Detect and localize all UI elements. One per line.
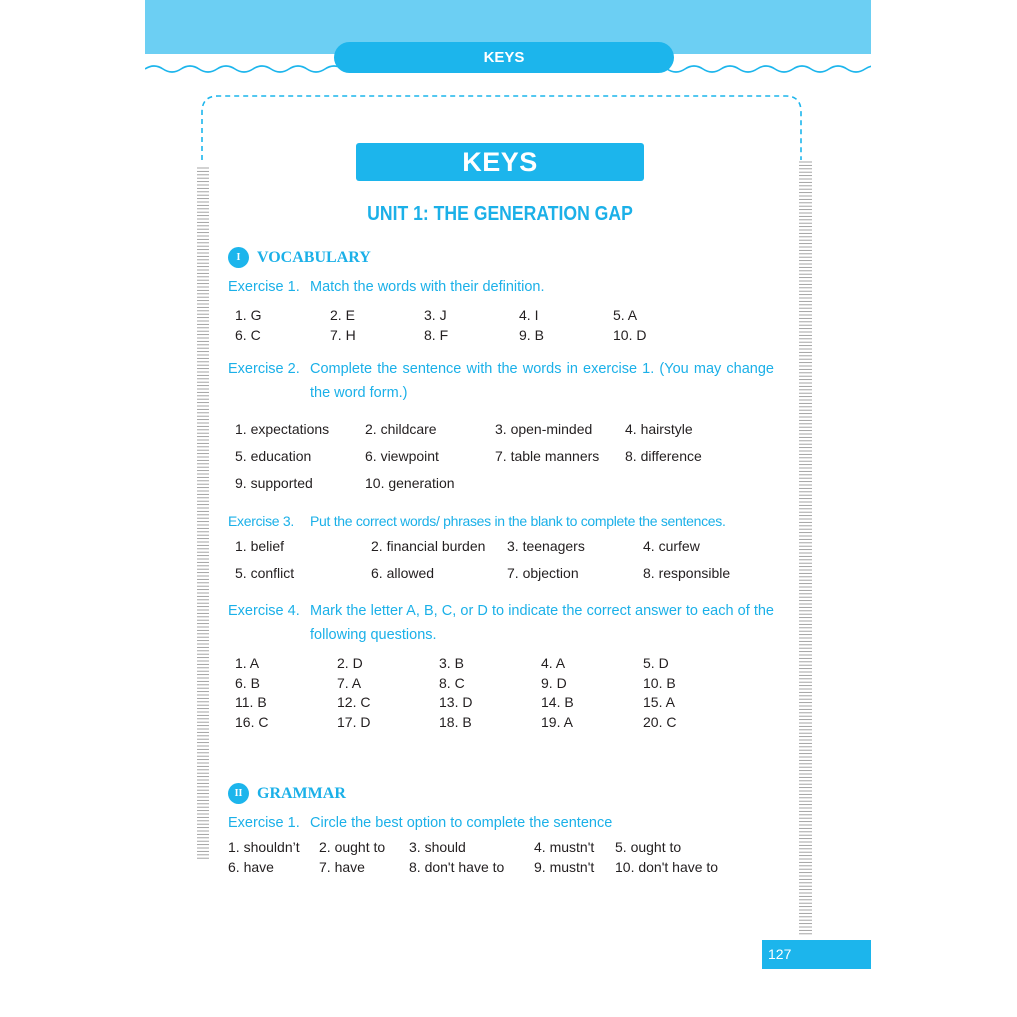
section-title: VOCABULARY	[257, 248, 371, 266]
answer-item: 16. C	[235, 714, 269, 730]
exercise-label: Exercise 3.	[228, 513, 294, 529]
answer-item: 5. A	[613, 307, 638, 323]
answer-item: 4. A	[541, 655, 566, 671]
answer-item: 4. curfew	[643, 538, 700, 554]
exercise-text: Put the correct words/ phrases in the blank to complete the sentences.	[310, 513, 726, 529]
answer-item: 6. C	[235, 327, 261, 343]
exercise-text: Circle the best option to complete the sentence	[310, 815, 613, 831]
section-number-badge: II	[228, 783, 249, 804]
answer-item: 8. C	[439, 675, 465, 691]
answer-item: 15. A	[643, 694, 675, 710]
answer-item: 20. C	[643, 714, 677, 730]
grammar-exercise-1-instruction	[228, 811, 774, 835]
section-grammar-heading	[228, 783, 346, 804]
answer-item: 4. mustn't	[534, 839, 595, 855]
answer-item: 2. E	[330, 307, 355, 323]
exercise-3-instruction	[228, 509, 774, 533]
answer-item: 17. D	[337, 714, 371, 730]
exercise-label: Exercise 1.	[228, 815, 300, 831]
section-number-badge: I	[228, 247, 249, 268]
answer-item: 3. teenagers	[507, 538, 585, 554]
answer-item: 19. A	[541, 714, 573, 730]
exercise-text: Match the words with their definition.	[310, 279, 545, 295]
answer-item: 1. G	[235, 307, 262, 323]
answer-item: 5. conflict	[235, 565, 295, 581]
page-number: 127	[762, 940, 871, 969]
answer-item: 7. table manners	[495, 448, 600, 464]
exercise-2-instruction	[228, 357, 774, 405]
answer-item: 3. J	[424, 307, 447, 323]
right-ruler	[799, 162, 812, 934]
answer-item: 5. ought to	[615, 839, 682, 855]
section-vocabulary-heading	[228, 247, 371, 268]
answer-item: 6. B	[235, 675, 260, 691]
answer-item: 18. B	[439, 714, 472, 730]
answer-item: 13. D	[439, 694, 473, 710]
answer-item: 8. difference	[625, 448, 702, 464]
answer-item: 4. I	[519, 307, 539, 323]
exercise-label: Exercise 4.	[228, 603, 300, 619]
exercise-1-instruction	[228, 275, 774, 299]
answer-item: 7. H	[330, 327, 356, 343]
exercise-label: Exercise 2.	[228, 361, 300, 377]
answer-item: 3. B	[439, 655, 464, 671]
exercise-4-instruction	[228, 599, 774, 647]
answer-item: 2. financial burden	[371, 538, 486, 554]
answer-item: 6. allowed	[371, 565, 435, 581]
answer-item: 8. responsible	[643, 565, 731, 581]
header-label: KEYS	[334, 42, 674, 73]
answer-item: 8. don't have to	[409, 859, 505, 875]
answer-item: 1. shouldn’t	[228, 839, 300, 855]
answer-item: 6. have	[228, 859, 274, 875]
unit-title: UNIT 1: THE GENERATION GAP	[367, 203, 633, 225]
keys-title: KEYS	[356, 143, 644, 181]
answer-item: 5. education	[235, 448, 312, 464]
exercise-text: Complete the sentence with the words in exercise 1. (You may change the word form.)	[310, 361, 774, 401]
answer-item: 7. objection	[507, 565, 579, 581]
answer-item: 7. A	[337, 675, 362, 691]
answer-item: 3. open-minded	[495, 421, 593, 437]
answer-item: 10. D	[613, 327, 647, 343]
exercise-text: Mark the letter A, B, C, or D to indicate the correct answer to each of the following questions.	[310, 603, 774, 643]
answer-item: 10. generation	[365, 475, 455, 491]
answer-item: 12. C	[337, 694, 371, 710]
answer-item: 7. have	[319, 859, 365, 875]
answer-item: 2. ought to	[319, 839, 386, 855]
exercise-label: Exercise 1.	[228, 279, 300, 295]
answer-item: 10. don't have to	[615, 859, 719, 875]
answer-item: 6. viewpoint	[365, 448, 439, 464]
answer-item: 9. B	[519, 327, 544, 343]
answer-item: 9. mustn't	[534, 859, 595, 875]
answer-item: 9. supported	[235, 475, 313, 491]
answer-item: 2. D	[337, 655, 363, 671]
answer-item: 11. B	[235, 694, 267, 710]
answer-item: 10. B	[643, 675, 676, 691]
answer-item: 1. A	[235, 655, 260, 671]
answer-item: 14. B	[541, 694, 574, 710]
answer-item: 1. expectations	[235, 421, 330, 437]
left-ruler	[197, 168, 209, 858]
answer-item: 5. D	[643, 655, 669, 671]
answer-item: 4. hairstyle	[625, 421, 693, 437]
answer-item: 3. should	[409, 839, 466, 855]
answer-item: 9. D	[541, 675, 567, 691]
answer-item: 2. childcare	[365, 421, 437, 437]
answer-item: 1. belief	[235, 538, 285, 554]
section-title: GRAMMAR	[257, 784, 346, 802]
answer-item: 8. F	[424, 327, 449, 343]
